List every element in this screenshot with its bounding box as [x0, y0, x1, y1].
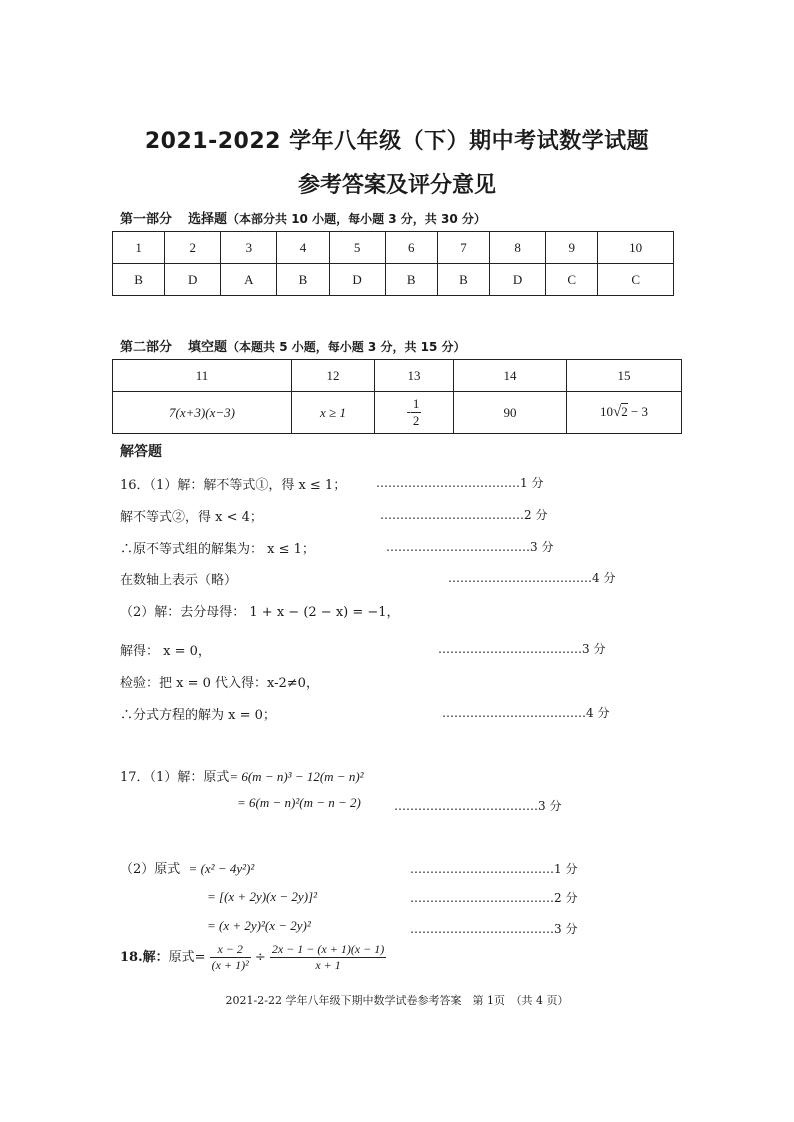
score: 4 分 — [592, 571, 616, 585]
q16-line7: 检验：把 x = 0 代入得：x-2≠0， — [120, 676, 319, 691]
answer-15-radicand: 2 — [621, 404, 628, 419]
part2-name: 填空题 — [188, 340, 228, 355]
table-cell: B — [113, 264, 165, 296]
q16-line4: 在数轴上表示（略） — [120, 573, 238, 588]
table-row — [113, 264, 674, 296]
fraction-denominator: 2 — [412, 413, 420, 428]
fraction-numerator: 1 — [412, 396, 420, 411]
fraction-numerator: x − 2 — [210, 942, 251, 958]
table-cell: 15 — [567, 360, 682, 392]
table-cell: B — [277, 264, 329, 296]
q17-expr2: = 6(m − n)²(m − n − 2) — [237, 795, 361, 810]
score: 1 分 — [554, 862, 578, 876]
part1-label: 第一部分 — [120, 212, 173, 227]
q17-part1 — [120, 766, 364, 785]
score-dots: ………………………………2 分 — [380, 508, 548, 522]
table-row — [113, 392, 682, 434]
solutions-heading: 解答题 — [120, 444, 162, 460]
q16-line3: ∴原不等式组的解集为： x ≤ 1； — [120, 542, 315, 557]
part2-label: 第二部分 — [120, 340, 173, 355]
score: 4 分 — [586, 706, 610, 720]
score: 2 分 — [554, 891, 578, 905]
score-dots: ………………………………3 分 — [386, 540, 554, 554]
score: 3 分 — [530, 540, 554, 554]
table-cell: C — [546, 264, 598, 296]
table-cell: D — [490, 264, 546, 296]
q17-expr3: = (x² − 4y²)² — [188, 861, 255, 876]
table-cell: 14 — [454, 360, 567, 392]
table-cell: C — [598, 264, 674, 296]
q17-expr1: = 6(m − n)³ − 12(m − n)² — [229, 769, 364, 784]
table-cell: 10 — [598, 232, 674, 264]
score: 3 分 — [538, 799, 562, 813]
score: 1 分 — [520, 476, 544, 490]
table-cell: 4 — [277, 232, 329, 264]
q17-label: 17．（1）解：原式 — [120, 770, 230, 785]
table-cell: 5 — [329, 232, 385, 264]
table-cell: 6 — [385, 232, 437, 264]
page-footer: 2021-2-22 学年八年级下期中数学试卷参考答案 第 1页 （共 4 页） — [225, 994, 569, 1007]
q17-label-2: （2）原式 — [120, 862, 181, 877]
table-cell: 7 — [437, 232, 489, 264]
table-cell: 2 — [165, 232, 221, 264]
table-cell: 12 — [292, 360, 375, 392]
score-dots: ………………………………2 分 — [410, 891, 578, 905]
answer-13-sign: - — [406, 403, 411, 419]
answer-15-tail: − 3 — [630, 404, 649, 419]
table-cell: 13 — [375, 360, 454, 392]
q16-line1: 16．（1）解：解不等式①，得 x ≤ 1； — [120, 478, 347, 493]
q16-line5: （2）解：去分母得： 1 + x − (2 − x) = −1， — [120, 605, 400, 620]
score-dots: ………………………………3 分 — [438, 642, 606, 656]
fraction — [210, 942, 251, 973]
score-dots: ………………………………1 分 — [376, 476, 544, 490]
q18-text: 原式= — [168, 950, 206, 965]
part1-note: （本部分共 10 小题，每小题 3 分，共 30 分） — [227, 212, 486, 226]
score-dots: ………………………………4 分 — [442, 706, 610, 720]
table-cell: A — [221, 264, 277, 296]
table-cell: 1 — [113, 232, 165, 264]
answer-11: 7(x+3)(x−3) — [113, 392, 292, 434]
fraction — [270, 942, 386, 973]
document-subtitle: 参考答案及评分意见 — [297, 173, 496, 198]
table-cell: D — [165, 264, 221, 296]
score: 3 分 — [554, 922, 578, 936]
q18-line — [120, 942, 386, 973]
fraction-denominator: x + 1 — [315, 958, 341, 972]
answer-15 — [567, 392, 682, 434]
part2-note: （本题共 5 小题，每小题 3 分，共 15 分） — [227, 340, 466, 354]
answer-12: x ≥ 1 — [292, 392, 375, 434]
q16-line2: 解不等式②，得 x < 4； — [120, 510, 263, 525]
part2-heading — [120, 336, 466, 355]
score: 3 分 — [582, 642, 606, 656]
table-cell: D — [329, 264, 385, 296]
score-dots: ………………………………1 分 — [410, 862, 578, 876]
table-row — [113, 232, 674, 264]
sqrt-sign-icon: √ — [612, 404, 622, 420]
table-cell: 9 — [546, 232, 598, 264]
answer-14: 90 — [454, 392, 567, 434]
document-title: 2021-2022 学年八年级（下）期中考试数学试题 — [144, 129, 650, 154]
part1-heading — [120, 208, 486, 227]
table-cell: 11 — [113, 360, 292, 392]
divide-sign: ÷ — [254, 950, 266, 965]
table-cell: 3 — [221, 232, 277, 264]
table-cell: B — [437, 264, 489, 296]
q17-part2 — [120, 858, 254, 877]
fraction-numerator: 2x − 1 − (x + 1)(x − 1) — [271, 942, 385, 956]
table-cell: B — [385, 264, 437, 296]
choice-answer-table — [112, 231, 674, 296]
answer-15-coef: 10 — [599, 404, 613, 419]
table-row — [113, 360, 682, 392]
q18-label: 18.解： — [120, 950, 169, 965]
score-dots: ………………………………3 分 — [410, 922, 578, 936]
fraction — [411, 396, 422, 429]
fraction-denominator: (x + 1)² — [211, 958, 249, 972]
score-dots: ………………………………3 分 — [394, 799, 562, 813]
score-dots: ………………………………4 分 — [448, 571, 616, 585]
table-cell: 8 — [490, 232, 546, 264]
q17-expr5: = (x + 2y)²(x − 2y)² — [207, 918, 311, 933]
fill-blank-answer-table — [112, 359, 682, 434]
q17-expr4: = [(x + 2y)(x − 2y)]² — [207, 889, 317, 904]
q16-line8: ∴分式方程的解为 x = 0； — [120, 708, 276, 723]
part1-name: 选择题 — [188, 212, 228, 227]
answer-13 — [375, 392, 454, 434]
q16-line6: 解得： x = 0， — [120, 644, 211, 659]
score: 2 分 — [524, 508, 548, 522]
